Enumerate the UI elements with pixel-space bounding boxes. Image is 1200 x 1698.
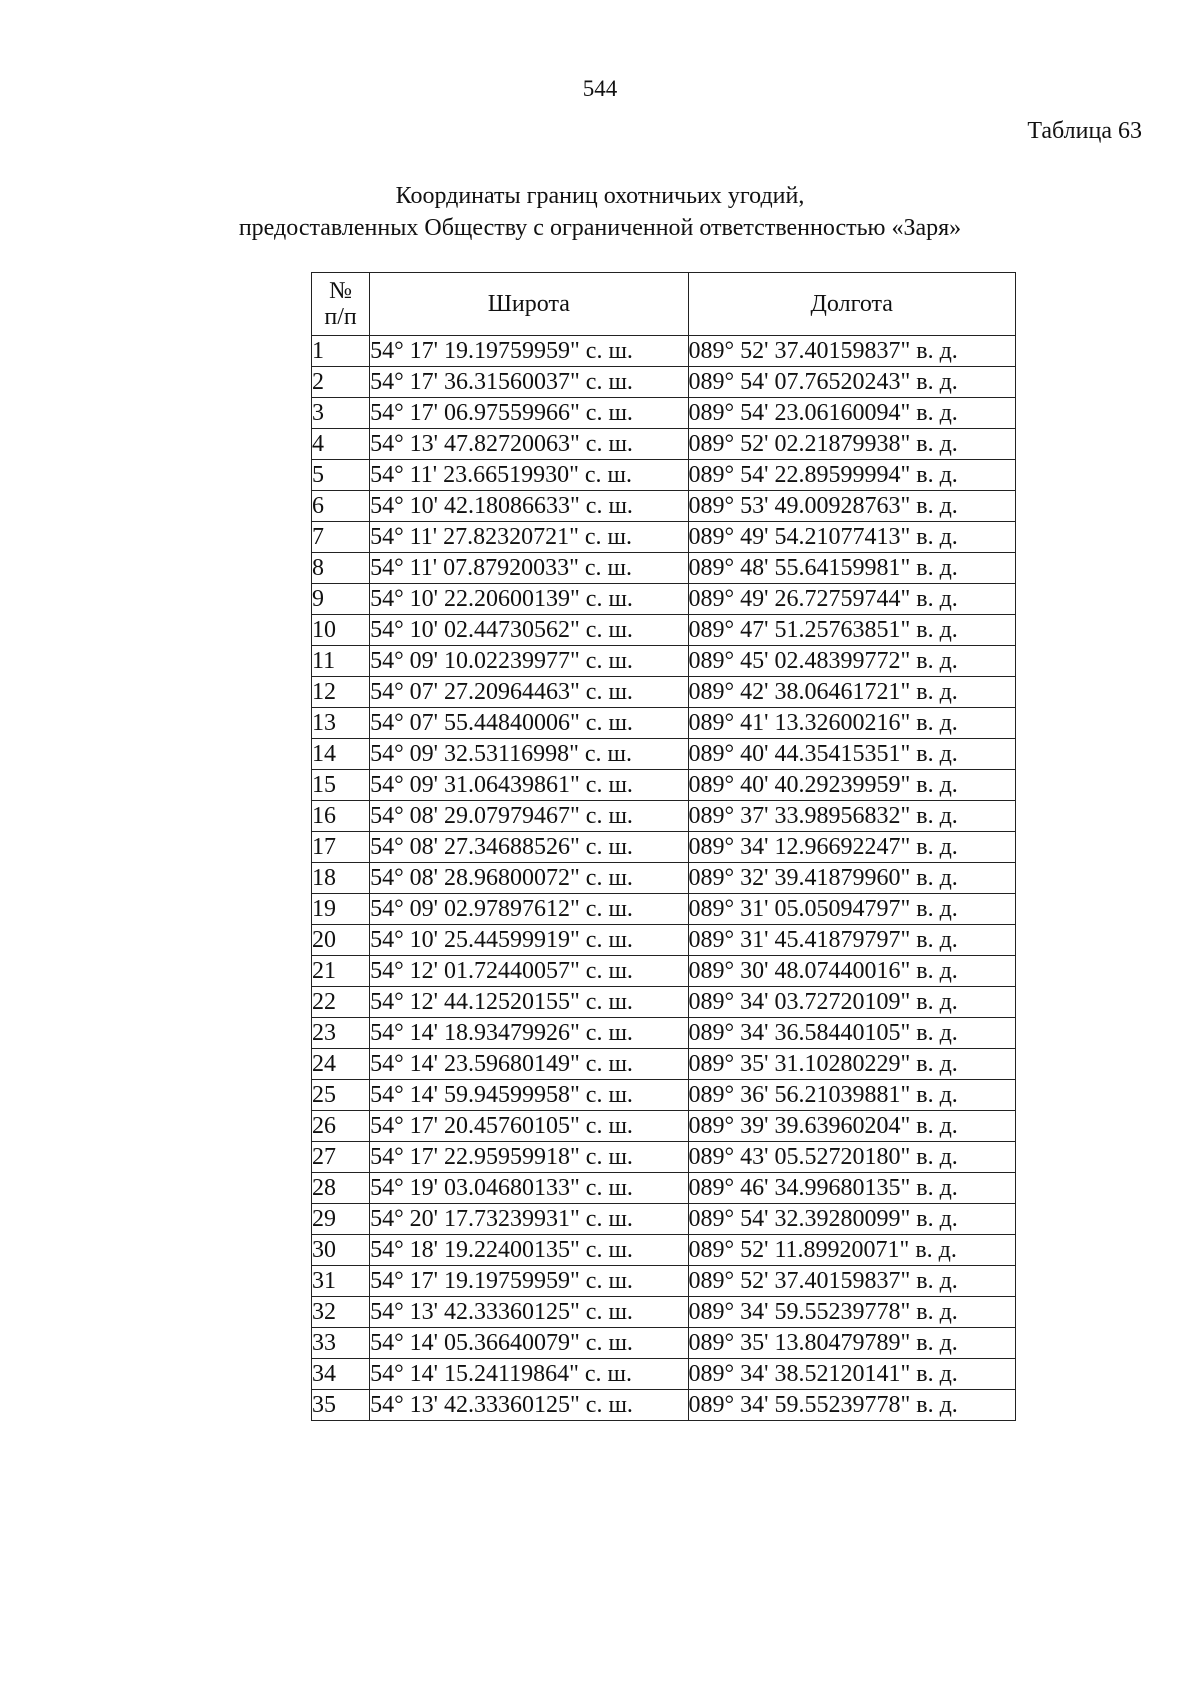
table-row	[312, 491, 1016, 522]
table-row	[312, 863, 1016, 894]
table-row	[312, 367, 1016, 398]
longitude-cell: 089° 31' 45.41879797" в. д.	[688, 925, 1015, 956]
coordinates-table	[311, 272, 1016, 1421]
row-number-cell: 32	[312, 1297, 370, 1328]
row-number-cell: 20	[312, 925, 370, 956]
row-number-cell: 21	[312, 956, 370, 987]
longitude-cell: 089° 34' 36.58440105" в. д.	[688, 1018, 1015, 1049]
longitude-cell: 089° 42' 38.06461721" в. д.	[688, 677, 1015, 708]
longitude-cell: 089° 52' 37.40159837" в. д.	[688, 336, 1015, 367]
table-row	[312, 987, 1016, 1018]
latitude-cell: 54° 17' 20.45760105" с. ш.	[370, 1111, 688, 1142]
row-number-cell: 16	[312, 801, 370, 832]
longitude-cell: 089° 54' 22.89599994" в. д.	[688, 460, 1015, 491]
latitude-cell: 54° 07' 55.44840006" с. ш.	[370, 708, 688, 739]
row-number-cell: 31	[312, 1266, 370, 1297]
latitude-cell: 54° 13' 42.33360125" с. ш.	[370, 1297, 688, 1328]
latitude-cell: 54° 11' 23.66519930" с. ш.	[370, 460, 688, 491]
header-row-number	[312, 273, 370, 336]
table-caption	[0, 180, 1200, 244]
row-number-cell: 27	[312, 1142, 370, 1173]
longitude-cell: 089° 54' 23.06160094" в. д.	[688, 398, 1015, 429]
longitude-cell: 089° 40' 40.29239959" в. д.	[688, 770, 1015, 801]
longitude-cell: 089° 36' 56.21039881" в. д.	[688, 1080, 1015, 1111]
latitude-cell: 54° 13' 42.33360125" с. ш.	[370, 1390, 688, 1421]
table-row	[312, 429, 1016, 460]
page-number: 544	[582, 76, 618, 101]
longitude-cell: 089° 54' 32.39280099" в. д.	[688, 1204, 1015, 1235]
longitude-cell: 089° 34' 03.72720109" в. д.	[688, 987, 1015, 1018]
row-number-cell: 25	[312, 1080, 370, 1111]
longitude-cell: 089° 32' 39.41879960" в. д.	[688, 863, 1015, 894]
table-row	[312, 1049, 1016, 1080]
latitude-cell: 54° 20' 17.73239931" с. ш.	[370, 1204, 688, 1235]
latitude-cell: 54° 17' 06.97559966" с. ш.	[370, 398, 688, 429]
header-longitude: Долгота	[688, 273, 1015, 336]
longitude-cell: 089° 40' 44.35415351" в. д.	[688, 739, 1015, 770]
longitude-cell: 089° 30' 48.07440016" в. д.	[688, 956, 1015, 987]
latitude-cell: 54° 09' 02.97897612" с. ш.	[370, 894, 688, 925]
longitude-cell: 089° 34' 12.96692247" в. д.	[688, 832, 1015, 863]
longitude-cell: 089° 52' 02.21879938" в. д.	[688, 429, 1015, 460]
latitude-cell: 54° 13' 47.82720063" с. ш.	[370, 429, 688, 460]
latitude-cell: 54° 11' 07.87920033" с. ш.	[370, 553, 688, 584]
row-number-cell: 15	[312, 770, 370, 801]
table-row	[312, 894, 1016, 925]
longitude-cell: 089° 49' 26.72759744" в. д.	[688, 584, 1015, 615]
row-number-cell: 1	[312, 336, 370, 367]
longitude-cell: 089° 54' 07.76520243" в. д.	[688, 367, 1015, 398]
table-row	[312, 1111, 1016, 1142]
latitude-cell: 54° 10' 42.18086633" с. ш.	[370, 491, 688, 522]
header-number-sign: №	[329, 278, 352, 304]
latitude-cell: 54° 09' 32.53116998" с. ш.	[370, 739, 688, 770]
latitude-cell: 54° 10' 22.20600139" с. ш.	[370, 584, 688, 615]
table-row	[312, 956, 1016, 987]
table-row	[312, 1390, 1016, 1421]
table-row	[312, 615, 1016, 646]
row-number-cell: 23	[312, 1018, 370, 1049]
row-number-cell: 24	[312, 1049, 370, 1080]
latitude-cell: 54° 08' 29.07979467" с. ш.	[370, 801, 688, 832]
row-number-cell: 9	[312, 584, 370, 615]
table-row	[312, 646, 1016, 677]
row-number-cell: 8	[312, 553, 370, 584]
row-number-cell: 19	[312, 894, 370, 925]
latitude-cell: 54° 17' 22.95959918" с. ш.	[370, 1142, 688, 1173]
caption-line-1: Координаты границ охотничьих угодий,	[395, 183, 805, 209]
longitude-cell: 089° 43' 05.52720180" в. д.	[688, 1142, 1015, 1173]
table-row	[312, 1359, 1016, 1390]
longitude-cell: 089° 48' 55.64159981" в. д.	[688, 553, 1015, 584]
latitude-cell: 54° 10' 02.44730562" с. ш.	[370, 615, 688, 646]
table-row	[312, 398, 1016, 429]
header-number-abbr: п/п	[324, 304, 357, 330]
latitude-cell: 54° 14' 05.36640079" с. ш.	[370, 1328, 688, 1359]
row-number-cell: 17	[312, 832, 370, 863]
table-header-row	[312, 273, 1016, 336]
row-number-cell: 6	[312, 491, 370, 522]
longitude-cell: 089° 46' 34.99680135" в. д.	[688, 1173, 1015, 1204]
table-row	[312, 832, 1016, 863]
latitude-cell: 54° 12' 44.12520155" с. ш.	[370, 987, 688, 1018]
table-row	[312, 553, 1016, 584]
table-row	[312, 925, 1016, 956]
table-row	[312, 1266, 1016, 1297]
table-row	[312, 1142, 1016, 1173]
table-row	[312, 1235, 1016, 1266]
latitude-cell: 54° 10' 25.44599919" с. ш.	[370, 925, 688, 956]
row-number-cell: 14	[312, 739, 370, 770]
longitude-cell: 089° 31' 05.05094797" в. д.	[688, 894, 1015, 925]
latitude-cell: 54° 18' 19.22400135" с. ш.	[370, 1235, 688, 1266]
table-row	[312, 801, 1016, 832]
row-number-cell: 34	[312, 1359, 370, 1390]
row-number-cell: 7	[312, 522, 370, 553]
longitude-cell: 089° 35' 13.80479789" в. д.	[688, 1328, 1015, 1359]
table-row	[312, 739, 1016, 770]
table-body	[312, 336, 1016, 1421]
longitude-cell: 089° 49' 54.21077413" в. д.	[688, 522, 1015, 553]
latitude-cell: 54° 19' 03.04680133" с. ш.	[370, 1173, 688, 1204]
longitude-cell: 089° 47' 51.25763851" в. д.	[688, 615, 1015, 646]
table-row	[312, 677, 1016, 708]
row-number-cell: 3	[312, 398, 370, 429]
latitude-cell: 54° 08' 27.34688526" с. ш.	[370, 832, 688, 863]
row-number-cell: 22	[312, 987, 370, 1018]
caption-line-2: предоставленных Обществу с ограниченной ответственностью «Заря»	[238, 215, 962, 241]
longitude-cell: 089° 52' 11.89920071" в. д.	[688, 1235, 1015, 1266]
latitude-cell: 54° 17' 19.19759959" с. ш.	[370, 336, 688, 367]
latitude-cell: 54° 17' 36.31560037" с. ш.	[370, 367, 688, 398]
latitude-cell: 54° 12' 01.72440057" с. ш.	[370, 956, 688, 987]
latitude-cell: 54° 14' 15.24119864" с. ш.	[370, 1359, 688, 1390]
longitude-cell: 089° 35' 31.10280229" в. д.	[688, 1049, 1015, 1080]
latitude-cell: 54° 08' 28.96800072" с. ш.	[370, 863, 688, 894]
table-row	[312, 522, 1016, 553]
table-row	[312, 708, 1016, 739]
table-row	[312, 1080, 1016, 1111]
row-number-cell: 12	[312, 677, 370, 708]
row-number-cell: 11	[312, 646, 370, 677]
table-label: Таблица 63	[1027, 118, 1142, 144]
latitude-cell: 54° 09' 31.06439861" с. ш.	[370, 770, 688, 801]
longitude-cell: 089° 45' 02.48399772" в. д.	[688, 646, 1015, 677]
longitude-cell: 089° 53' 49.00928763" в. д.	[688, 491, 1015, 522]
row-number-cell: 2	[312, 367, 370, 398]
longitude-cell: 089° 37' 33.98956832" в. д.	[688, 801, 1015, 832]
latitude-cell: 54° 07' 27.20964463" с. ш.	[370, 677, 688, 708]
row-number-cell: 29	[312, 1204, 370, 1235]
table-row	[312, 336, 1016, 367]
row-number-cell: 18	[312, 863, 370, 894]
longitude-cell: 089° 34' 38.52120141" в. д.	[688, 1359, 1015, 1390]
table-row	[312, 584, 1016, 615]
table-row	[312, 460, 1016, 491]
row-number-cell: 35	[312, 1390, 370, 1421]
table-row	[312, 1018, 1016, 1049]
row-number-cell: 5	[312, 460, 370, 491]
latitude-cell: 54° 14' 59.94599958" с. ш.	[370, 1080, 688, 1111]
row-number-cell: 10	[312, 615, 370, 646]
longitude-cell: 089° 52' 37.40159837" в. д.	[688, 1266, 1015, 1297]
table-row	[312, 1173, 1016, 1204]
latitude-cell: 54° 11' 27.82320721" с. ш.	[370, 522, 688, 553]
row-number-cell: 28	[312, 1173, 370, 1204]
longitude-cell: 089° 39' 39.63960204" в. д.	[688, 1111, 1015, 1142]
row-number-cell: 4	[312, 429, 370, 460]
row-number-cell: 26	[312, 1111, 370, 1142]
row-number-cell: 33	[312, 1328, 370, 1359]
table-row	[312, 1297, 1016, 1328]
longitude-cell: 089° 34' 59.55239778" в. д.	[688, 1297, 1015, 1328]
latitude-cell: 54° 17' 19.19759959" с. ш.	[370, 1266, 688, 1297]
table-row	[312, 1204, 1016, 1235]
longitude-cell: 089° 41' 13.32600216" в. д.	[688, 708, 1015, 739]
header-latitude: Широта	[370, 273, 688, 336]
table-row	[312, 770, 1016, 801]
table-row	[312, 1328, 1016, 1359]
latitude-cell: 54° 14' 23.59680149" с. ш.	[370, 1049, 688, 1080]
row-number-cell: 13	[312, 708, 370, 739]
latitude-cell: 54° 14' 18.93479926" с. ш.	[370, 1018, 688, 1049]
latitude-cell: 54° 09' 10.02239977" с. ш.	[370, 646, 688, 677]
row-number-cell: 30	[312, 1235, 370, 1266]
longitude-cell: 089° 34' 59.55239778" в. д.	[688, 1390, 1015, 1421]
